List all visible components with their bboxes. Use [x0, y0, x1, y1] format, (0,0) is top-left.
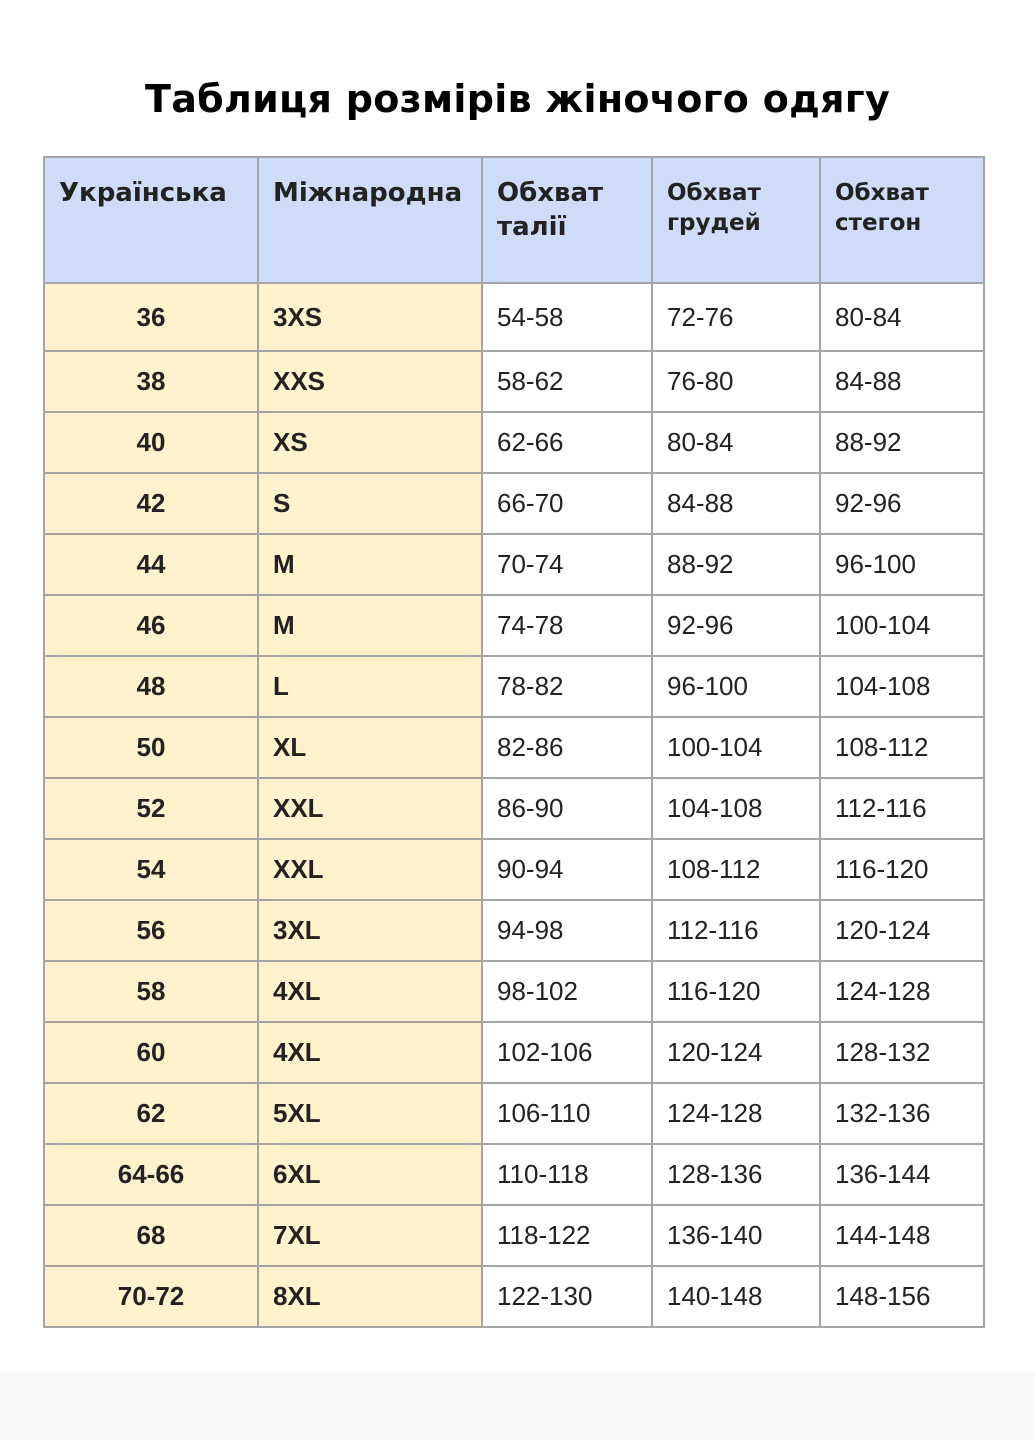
ukrainian-size-cell: 44	[44, 534, 258, 595]
hips-cell: 120-124	[820, 900, 984, 961]
waist-cell: 70-74	[482, 534, 652, 595]
table-row	[44, 1083, 984, 1144]
table-row	[44, 351, 984, 412]
bottom-strip	[0, 1372, 1035, 1440]
hips-cell: 148-156	[820, 1266, 984, 1327]
hips-cell: 136-144	[820, 1144, 984, 1205]
bust-cell: 108-112	[652, 839, 820, 900]
header-row	[44, 157, 984, 283]
waist-cell: 90-94	[482, 839, 652, 900]
table-row	[44, 656, 984, 717]
bust-cell: 80-84	[652, 412, 820, 473]
hips-cell: 112-116	[820, 778, 984, 839]
waist-cell: 102-106	[482, 1022, 652, 1083]
ukrainian-size-cell: 56	[44, 900, 258, 961]
ukrainian-size-cell: 42	[44, 473, 258, 534]
waist-cell: 82-86	[482, 717, 652, 778]
international-size-cell: 7XL	[258, 1205, 482, 1266]
header-ukrainian-size: Українська	[44, 157, 258, 283]
table-row	[44, 961, 984, 1022]
ukrainian-size-cell: 64-66	[44, 1144, 258, 1205]
international-size-cell: M	[258, 595, 482, 656]
hips-cell: 92-96	[820, 473, 984, 534]
hips-cell: 128-132	[820, 1022, 984, 1083]
international-size-cell: XXL	[258, 839, 482, 900]
bust-cell: 136-140	[652, 1205, 820, 1266]
hips-cell: 108-112	[820, 717, 984, 778]
hips-cell: 88-92	[820, 412, 984, 473]
table-header	[44, 157, 984, 283]
ukrainian-size-cell: 54	[44, 839, 258, 900]
bust-cell: 112-116	[652, 900, 820, 961]
ukrainian-size-cell: 48	[44, 656, 258, 717]
international-size-cell: 4XL	[258, 1022, 482, 1083]
waist-cell: 118-122	[482, 1205, 652, 1266]
table-row	[44, 1144, 984, 1205]
ukrainian-size-cell: 68	[44, 1205, 258, 1266]
bust-cell: 116-120	[652, 961, 820, 1022]
ukrainian-size-cell: 46	[44, 595, 258, 656]
ukrainian-size-cell: 62	[44, 1083, 258, 1144]
page-title: Таблиця розмірів жіночого одягу	[144, 77, 891, 122]
waist-cell: 110-118	[482, 1144, 652, 1205]
international-size-cell: 3XL	[258, 900, 482, 961]
hips-cell: 116-120	[820, 839, 984, 900]
international-size-cell: 5XL	[258, 1083, 482, 1144]
waist-cell: 54-58	[482, 283, 652, 351]
waist-cell: 74-78	[482, 595, 652, 656]
international-size-cell: 4XL	[258, 961, 482, 1022]
table-body	[44, 283, 984, 1327]
size-chart-table	[43, 156, 985, 1328]
hips-cell: 84-88	[820, 351, 984, 412]
international-size-cell: XS	[258, 412, 482, 473]
waist-cell: 58-62	[482, 351, 652, 412]
table-row	[44, 778, 984, 839]
ukrainian-size-cell: 38	[44, 351, 258, 412]
hips-cell: 104-108	[820, 656, 984, 717]
waist-cell: 78-82	[482, 656, 652, 717]
table-row	[44, 595, 984, 656]
waist-cell: 94-98	[482, 900, 652, 961]
hips-cell: 132-136	[820, 1083, 984, 1144]
table-row	[44, 839, 984, 900]
table-row	[44, 473, 984, 534]
waist-cell: 86-90	[482, 778, 652, 839]
hips-cell: 100-104	[820, 595, 984, 656]
header-hips: Обхват стегон	[820, 157, 984, 283]
table-row	[44, 283, 984, 351]
header-international-size: Міжнародна	[258, 157, 482, 283]
international-size-cell: XL	[258, 717, 482, 778]
international-size-cell: XXL	[258, 778, 482, 839]
international-size-cell: S	[258, 473, 482, 534]
bust-cell: 84-88	[652, 473, 820, 534]
bust-cell: 104-108	[652, 778, 820, 839]
bust-cell: 88-92	[652, 534, 820, 595]
bust-cell: 92-96	[652, 595, 820, 656]
hips-cell: 80-84	[820, 283, 984, 351]
bust-cell: 120-124	[652, 1022, 820, 1083]
bust-cell: 128-136	[652, 1144, 820, 1205]
table-row	[44, 1022, 984, 1083]
header-waist: Обхват талії	[482, 157, 652, 283]
bust-cell: 76-80	[652, 351, 820, 412]
international-size-cell: 8XL	[258, 1266, 482, 1327]
ukrainian-size-cell: 36	[44, 283, 258, 351]
international-size-cell: XXS	[258, 351, 482, 412]
bust-cell: 140-148	[652, 1266, 820, 1327]
ukrainian-size-cell: 52	[44, 778, 258, 839]
table-row	[44, 1266, 984, 1327]
waist-cell: 106-110	[482, 1083, 652, 1144]
waist-cell: 98-102	[482, 961, 652, 1022]
hips-cell: 124-128	[820, 961, 984, 1022]
international-size-cell: 3XS	[258, 283, 482, 351]
ukrainian-size-cell: 50	[44, 717, 258, 778]
waist-cell: 122-130	[482, 1266, 652, 1327]
table-row	[44, 534, 984, 595]
hips-cell: 144-148	[820, 1205, 984, 1266]
ukrainian-size-cell: 60	[44, 1022, 258, 1083]
international-size-cell: 6XL	[258, 1144, 482, 1205]
table-row	[44, 412, 984, 473]
bust-cell: 72-76	[652, 283, 820, 351]
table-row	[44, 1205, 984, 1266]
international-size-cell: M	[258, 534, 482, 595]
ukrainian-size-cell: 70-72	[44, 1266, 258, 1327]
ukrainian-size-cell: 58	[44, 961, 258, 1022]
table-row	[44, 900, 984, 961]
hips-cell: 96-100	[820, 534, 984, 595]
table-row	[44, 717, 984, 778]
ukrainian-size-cell: 40	[44, 412, 258, 473]
waist-cell: 62-66	[482, 412, 652, 473]
waist-cell: 66-70	[482, 473, 652, 534]
bust-cell: 100-104	[652, 717, 820, 778]
bust-cell: 96-100	[652, 656, 820, 717]
international-size-cell: L	[258, 656, 482, 717]
bust-cell: 124-128	[652, 1083, 820, 1144]
header-bust: Обхват грудей	[652, 157, 820, 283]
